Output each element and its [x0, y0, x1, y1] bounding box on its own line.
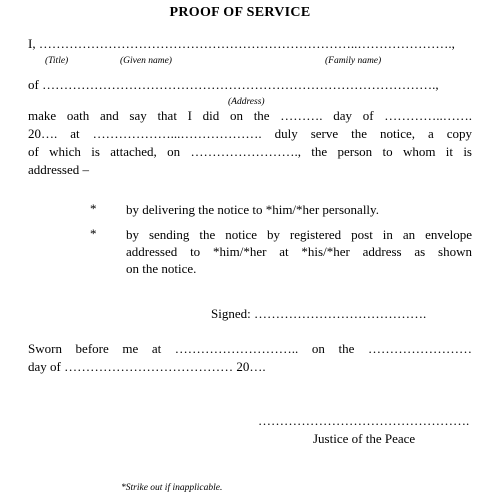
page-title: PROOF OF SERVICE: [169, 5, 311, 20]
footnote: *Strike out if inapplicable.: [121, 483, 223, 493]
justice-of-peace-label: Justice of the Peace: [313, 431, 416, 446]
name-line: I, ………………………………………………………………..………………….,: [28, 36, 455, 51]
oath-line-1: make oath and say that I did on the ………. day of …………..…….: [28, 108, 472, 123]
oath-line-3: of which is attached, on ……………………., the person to whom it is: [28, 144, 472, 159]
bullet-post-line-1: by sending the notice by registered post in an envelope: [126, 227, 472, 242]
bullet-post-line-3: on the notice.: [126, 261, 197, 276]
bullet-marker-1: *: [90, 201, 97, 216]
bullet-marker-2: *: [90, 226, 97, 241]
sworn-line-2: day of ………………………………… 20….: [28, 359, 266, 374]
oath-line-4: addressed –: [28, 162, 90, 177]
sworn-line-1: Sworn before me at ……………………….. on the ……………………: [28, 341, 472, 356]
address-line: of ……………………………………………………………………………….,: [28, 77, 439, 92]
bullet-post-line-2: addressed to *him/*her at *his/*her address as shown: [126, 244, 472, 259]
oath-line-2: 20…. at ………………...………………. duly serve the notice, a copy: [28, 126, 472, 141]
address-hint: (Address): [228, 97, 265, 107]
family-name-hint: (Family name): [325, 56, 382, 66]
bullet-personal-delivery: by delivering the notice to *him/*her personally.: [126, 202, 379, 217]
signed-line: Signed: ………………………………….: [211, 306, 427, 321]
given-name-hint: (Given name): [120, 56, 172, 66]
title-hint: (Title): [45, 56, 69, 66]
justice-signature-line: ………………………………………….: [258, 413, 470, 428]
